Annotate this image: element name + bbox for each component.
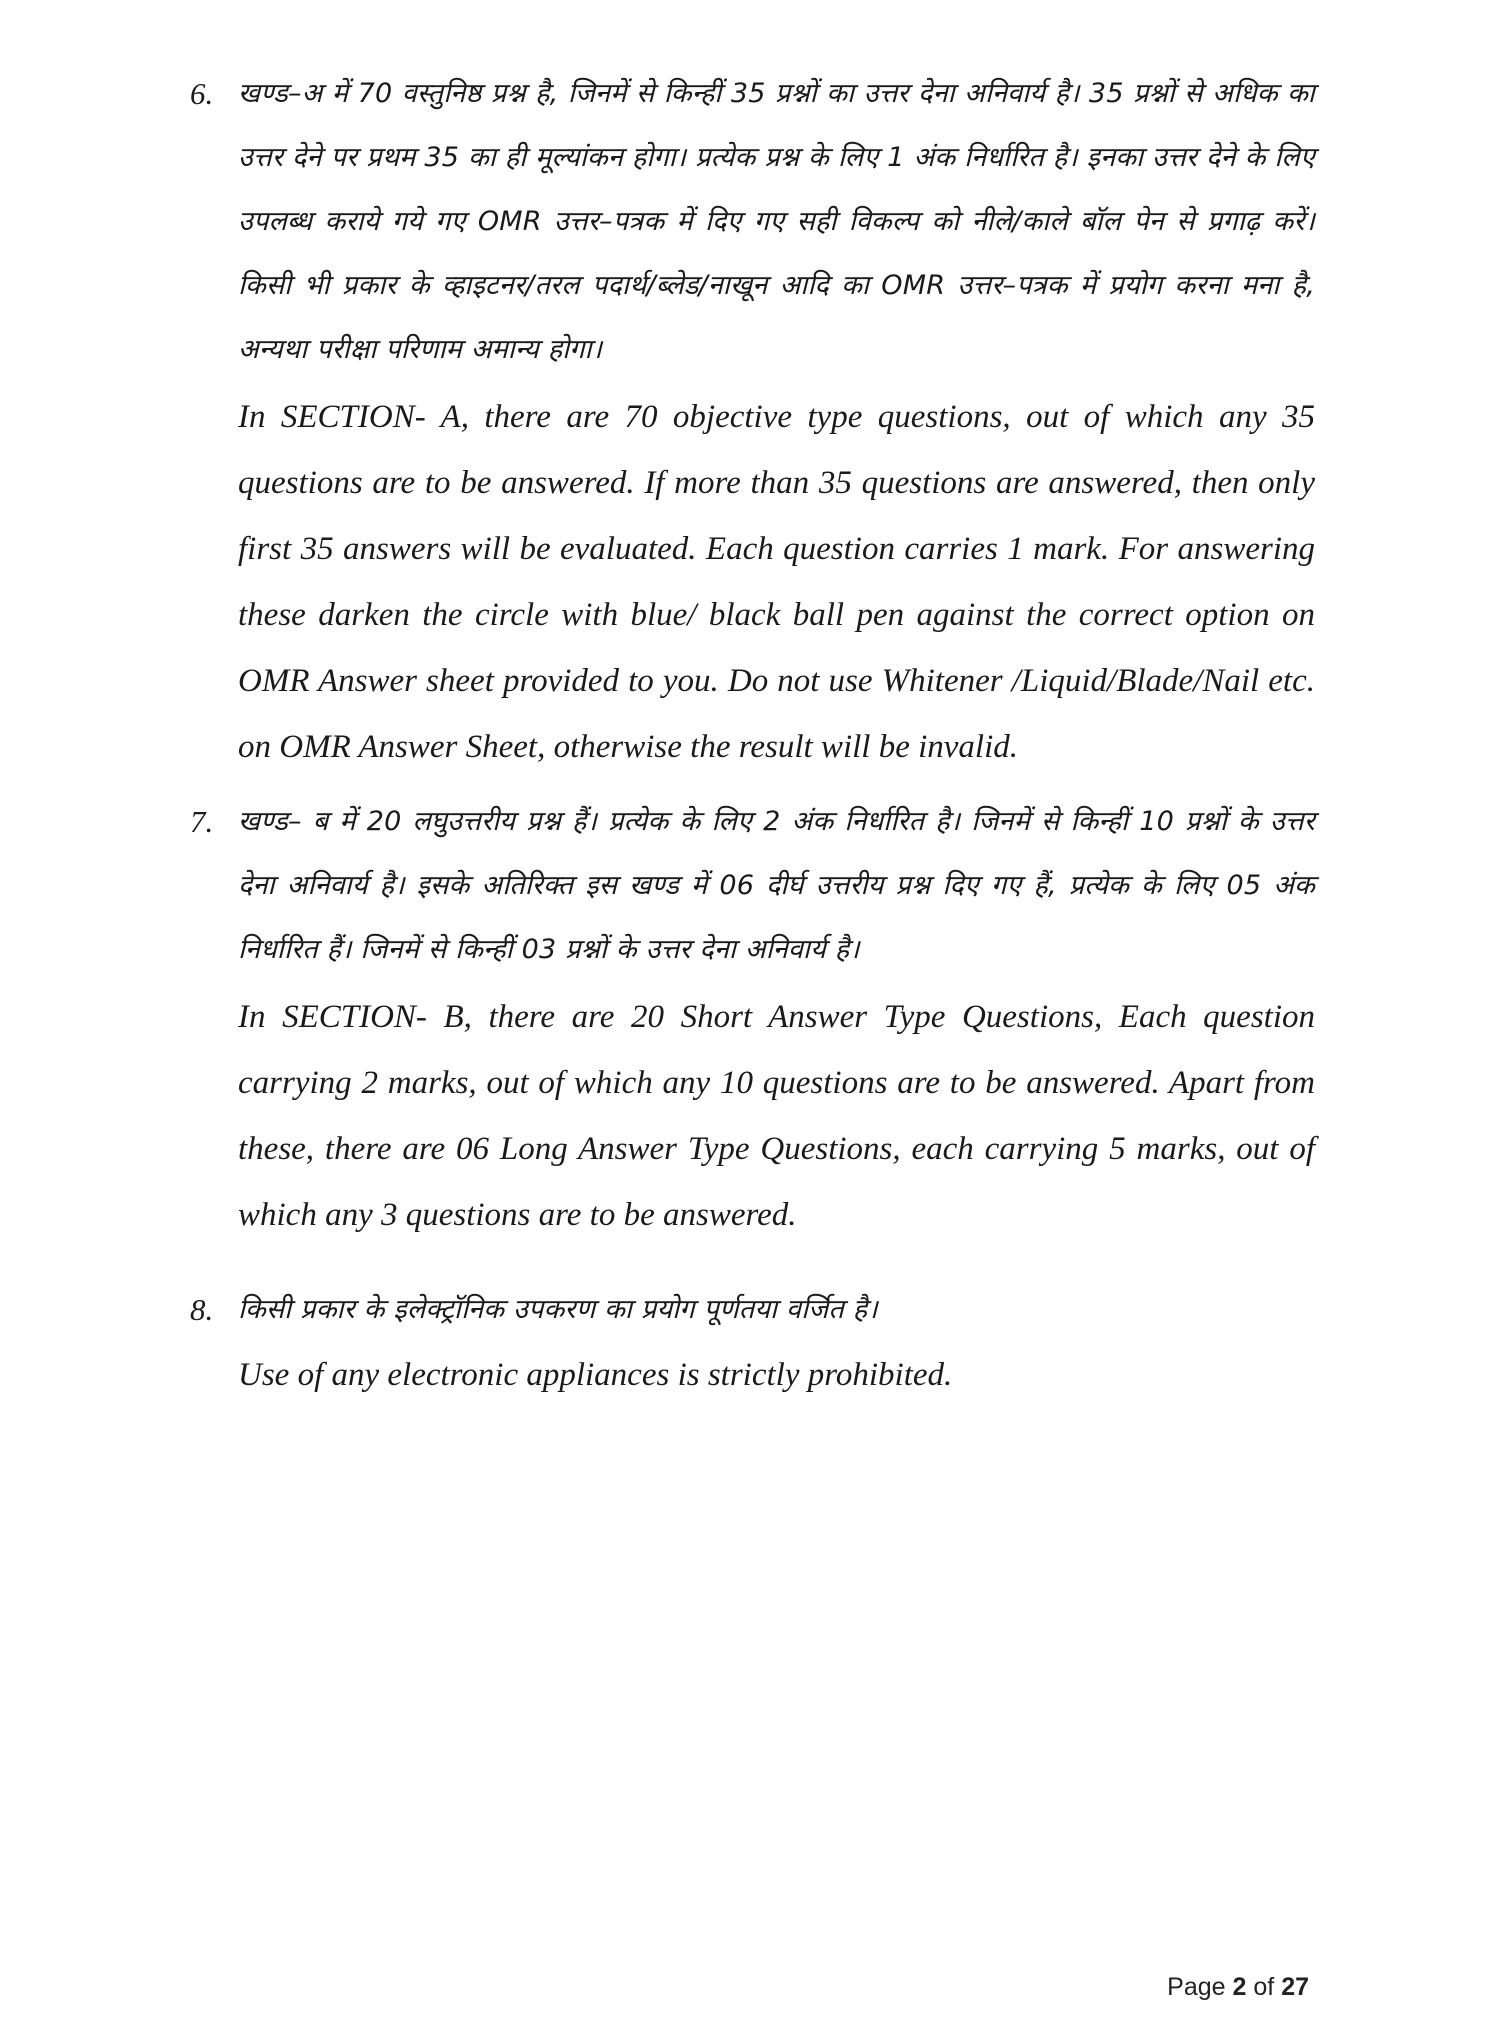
item-number: 7.: [190, 804, 214, 839]
instructions-list: [190, 62, 1315, 1408]
page-current: 2: [1232, 1973, 1247, 2001]
instruction-english-text: In SECTION- A, there are 70 objective type questions, out of which any 35 questions are to be answered. If more than 35 questions are answered, then only first 35 answers will be evaluated. Each question carries 1 mark. For answering these darken the circle with blue/ black ball pen against the correct option on OMR Answer sheet provided to you. Do not use Whitener /Liquid/Blade/Nail etc. on OMR Answer Sheet, otherwise the result will be invalid.: [238, 399, 1315, 765]
page-of: of: [1253, 1973, 1275, 2001]
instruction-hindi-text: खण्ड–अ में 70 वस्तुनिष्ठ प्रश्न है, जिनमें से किन्हीं 35 प्रश्नों का उत्तर देना अनिवार्य है। 35 प्रश्नों से अधिक का उत्तर देने पर प्रथम 35 का ही मूल्यांकन होगा। प्रत्येक प्रश्न के लिए 1 अंक निर्धारित है। इनका उत्तर देने के लिए उपलब्ध कराये गये गए OMR उत्तर–पत्रक में दिए गए सही विकल्प को नीले/काले बॉल पेन से प्रगाढ़ करें। किसी भी प्रकार के व्हाइटनर/तरल पदार्थ/ब्लेड/नाखून आदि का OMR उत्तर–पत्रक में प्रयोग करना मना है, अन्यथा परीक्षा परिणाम अमान्य होगा।: [238, 78, 1315, 365]
page-number: [1167, 1972, 1309, 2002]
instruction-item-8: [190, 1278, 1315, 1408]
instruction-english-text: Use of any electronic appliances is strictly prohibited.: [238, 1357, 953, 1393]
instruction-hindi-text: किसी प्रकार के इलेक्ट्रॉनिक उपकरण का प्रयोग पूर्णतया वर्जित है।: [238, 1294, 878, 1325]
item-number: 8.: [190, 1292, 214, 1327]
instruction-hindi-text: खण्ड– ब में 20 लघुउत्तरीय प्रश्न हैं। प्रत्येक के लिए 2 अंक निर्धारित है। जिनमें से किन्हीं 10 प्रश्नों के उत्तर देना अनिवार्य है। इसके अतिरिक्त इस खण्ड में 06 दीर्घ उत्तरीय प्रश्न दिए गए हैं, प्रत्येक के लिए 05 अंक निर्धारित हैं। जिनमें से किन्हीं 03 प्रश्नों के उत्तर देना अनिवार्य है।: [238, 806, 1315, 965]
instruction-english-text: In SECTION- B, there are 20 Short Answer Type Questions, Each question carrying 2 marks, out of which any 10 questions are to be answered. Apart from these, there are 06 Long Answer Type Questions, each carrying 5 marks, out of which any 3 questions are to be answered.: [238, 999, 1315, 1233]
page-total: 27: [1281, 1973, 1309, 2001]
item-number: 6.: [190, 76, 214, 111]
page-label: Page: [1167, 1973, 1226, 2001]
instruction-item-6: [190, 62, 1315, 780]
instruction-item-7: [190, 790, 1315, 1248]
